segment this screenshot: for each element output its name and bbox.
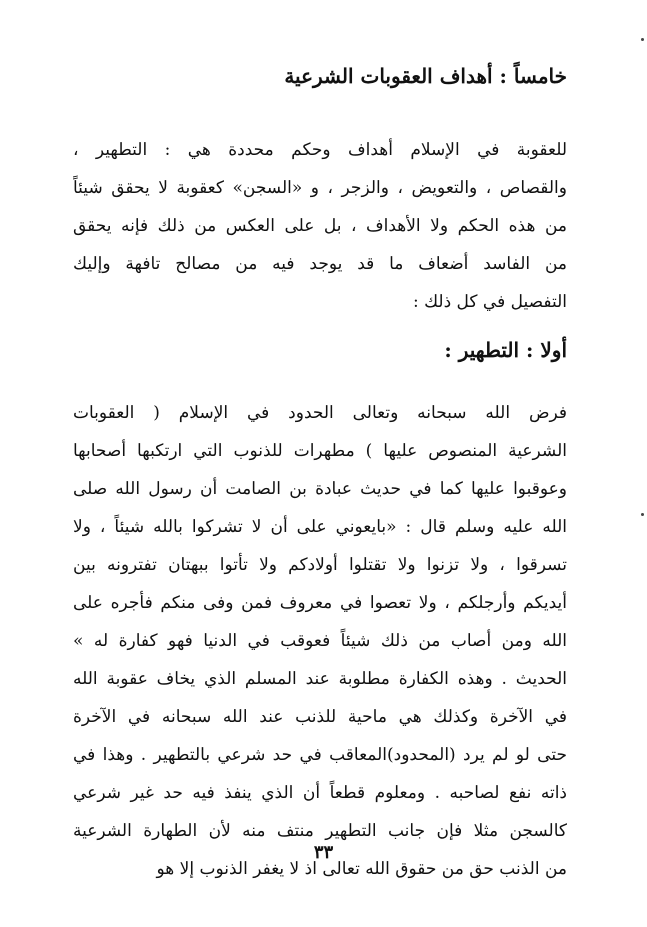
text-line: فرض الله سبحانه وتعالى الحدود في الإسلام ( العقوبات bbox=[73, 403, 567, 423]
section-five-paragraph bbox=[73, 131, 567, 321]
text-line: وعوقبوا عليها كما في حديث عبادة بن الصامت أن رسول الله صلى bbox=[73, 479, 567, 499]
page-edge-mark-middle bbox=[641, 513, 644, 516]
text-line: كالسجن مثلا فإن جانب التطهير منتف منه لأن الطهارة الشرعية bbox=[73, 821, 567, 841]
page-edge-mark-top bbox=[641, 38, 644, 41]
page-number: ٣٣ bbox=[313, 842, 334, 863]
section-five-heading: خامساً : أهداف العقوبات الشرعية bbox=[284, 64, 567, 88]
text-line: أيديكم وأرجلكم ، ولا تعصوا في معروف فمن وفى منكم فأجره على bbox=[73, 593, 567, 613]
text-line: الله ومن أصاب من ذلك شيئاً فعوقب في الدنيا فهو كفارة له » bbox=[73, 631, 567, 651]
text-line: من هذه الحكم ولا الأهداف ، بل على العكس من ذلك فإنه يحقق bbox=[73, 216, 567, 236]
section-one-paragraph bbox=[73, 394, 567, 888]
text-line: من الفاسد أضعاف ما قد يوجد فيه من مصالح تافهة وإليك bbox=[73, 254, 567, 274]
text-line: ذاته نفع لصاحبه . ومعلوم قطعاً أن الذي ينفذ فيه حد غير شرعي bbox=[73, 783, 567, 803]
text-line: تسرقوا ، ولا تزنوا ولا تقتلوا أولادكم ولا تأتوا ببهتان تفترونه بين bbox=[73, 555, 567, 575]
text-line: الشرعية المنصوص عليها ) مطهرات للذنوب التي ارتكبها أصحابها bbox=[73, 441, 567, 461]
text-line: التفصيل في كل ذلك : bbox=[412, 292, 567, 312]
text-line: الله عليه وسلم قال : «بايعوني على أن لا تشركوا بالله شيئاً ، ولا bbox=[73, 517, 567, 537]
text-line: والقصاص ، والتعويض ، والزجر ، و «السجن» كعقوبة لا يحقق شيئاً bbox=[73, 178, 567, 198]
text-line: من الذنب حق من حقوق الله تعالى اذ لا يغفر الذنوب إلا هو bbox=[156, 859, 567, 879]
text-line: حتى لو لم يرد (المحدود)المعاقب في حد شرعي بالتطهير . وهذا في bbox=[73, 745, 567, 765]
text-line: الحديث . وهذه الكفارة مطلوبة عند المسلم الذي يخاف عقوبة الله bbox=[73, 669, 567, 689]
section-one-heading: أولا : التطهير : bbox=[444, 338, 567, 362]
text-line: للعقوبة في الإسلام أهداف وحكم محددة هي : التطهير ، bbox=[73, 140, 567, 160]
text-line: في الآخرة وكذلك هي ماحية للذنب عند الله سبحانه في الآخرة bbox=[73, 707, 567, 727]
